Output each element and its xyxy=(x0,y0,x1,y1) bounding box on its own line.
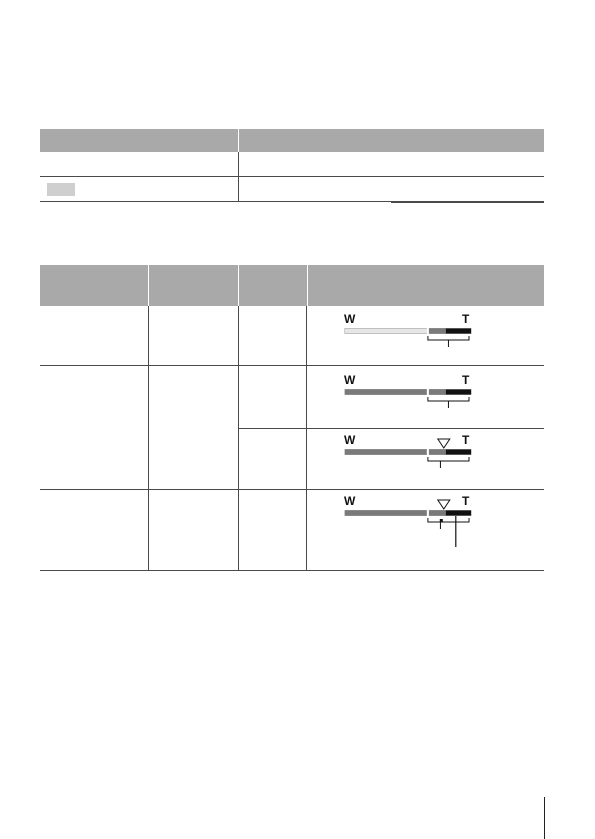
row-rule xyxy=(40,570,544,571)
zoom-gap xyxy=(427,328,429,334)
triangle-marker-icon xyxy=(438,500,450,509)
range-bracket xyxy=(428,397,469,401)
setting-chip-icon xyxy=(47,183,75,196)
wide-label: W xyxy=(344,433,356,447)
divider xyxy=(391,202,544,203)
table-row xyxy=(40,152,544,177)
column-rule xyxy=(306,306,307,571)
range-bracket xyxy=(428,336,469,340)
table-cell xyxy=(239,152,544,176)
zoom-dark-fill xyxy=(446,450,471,455)
range-bracket xyxy=(428,457,469,461)
tele-label: T xyxy=(462,494,470,508)
dot-marker-icon xyxy=(440,519,443,522)
column-rule xyxy=(148,306,149,571)
zoom-digital-fill xyxy=(429,450,446,455)
zoom-table-header xyxy=(40,265,544,306)
wide-label: W xyxy=(344,373,356,387)
tele-label: T xyxy=(462,373,470,387)
row-rule xyxy=(40,365,544,366)
zoom-gap xyxy=(427,449,429,455)
zoom-gap xyxy=(427,510,429,516)
header-cell-4 xyxy=(308,265,544,306)
zoom-optical-fill xyxy=(345,329,427,334)
tele-label: T xyxy=(462,433,470,447)
header-cell-3 xyxy=(239,265,308,306)
zoom-optical-fill xyxy=(345,450,427,455)
settings-table xyxy=(40,129,544,202)
table-row xyxy=(40,177,544,202)
range-bracket xyxy=(428,518,469,522)
page-edge-rule xyxy=(544,797,545,839)
zoom-digital-fill xyxy=(429,329,446,334)
tele-label: T xyxy=(462,312,470,326)
table-cell xyxy=(40,177,239,201)
row-rule xyxy=(40,489,544,490)
settings-table-header xyxy=(40,129,544,152)
triangle-marker-icon xyxy=(438,439,450,448)
zoom-optical-fill xyxy=(345,390,427,395)
zoom-bar xyxy=(343,433,473,473)
zoom-dark-fill xyxy=(446,511,471,516)
table-cell xyxy=(239,177,544,201)
zoom-bar xyxy=(343,494,473,534)
column-rule xyxy=(238,306,239,571)
header-cell-2 xyxy=(149,265,239,306)
header-cell-2 xyxy=(239,129,544,152)
zoom-optical-fill xyxy=(345,511,427,516)
wide-label: W xyxy=(344,312,356,326)
zoom-digital-fill xyxy=(429,511,446,516)
header-cell-1 xyxy=(40,265,149,306)
header-cell-1 xyxy=(40,129,239,152)
table-cell xyxy=(40,152,239,176)
zoom-gap xyxy=(427,389,429,395)
zoom-dark-fill xyxy=(446,329,471,334)
zoom-digital-fill xyxy=(429,390,446,395)
row-rule xyxy=(238,428,544,429)
zoom-bar xyxy=(343,312,473,352)
zoom-dark-fill xyxy=(446,390,471,395)
zoom-bar xyxy=(343,373,473,413)
wide-label: W xyxy=(344,494,356,508)
